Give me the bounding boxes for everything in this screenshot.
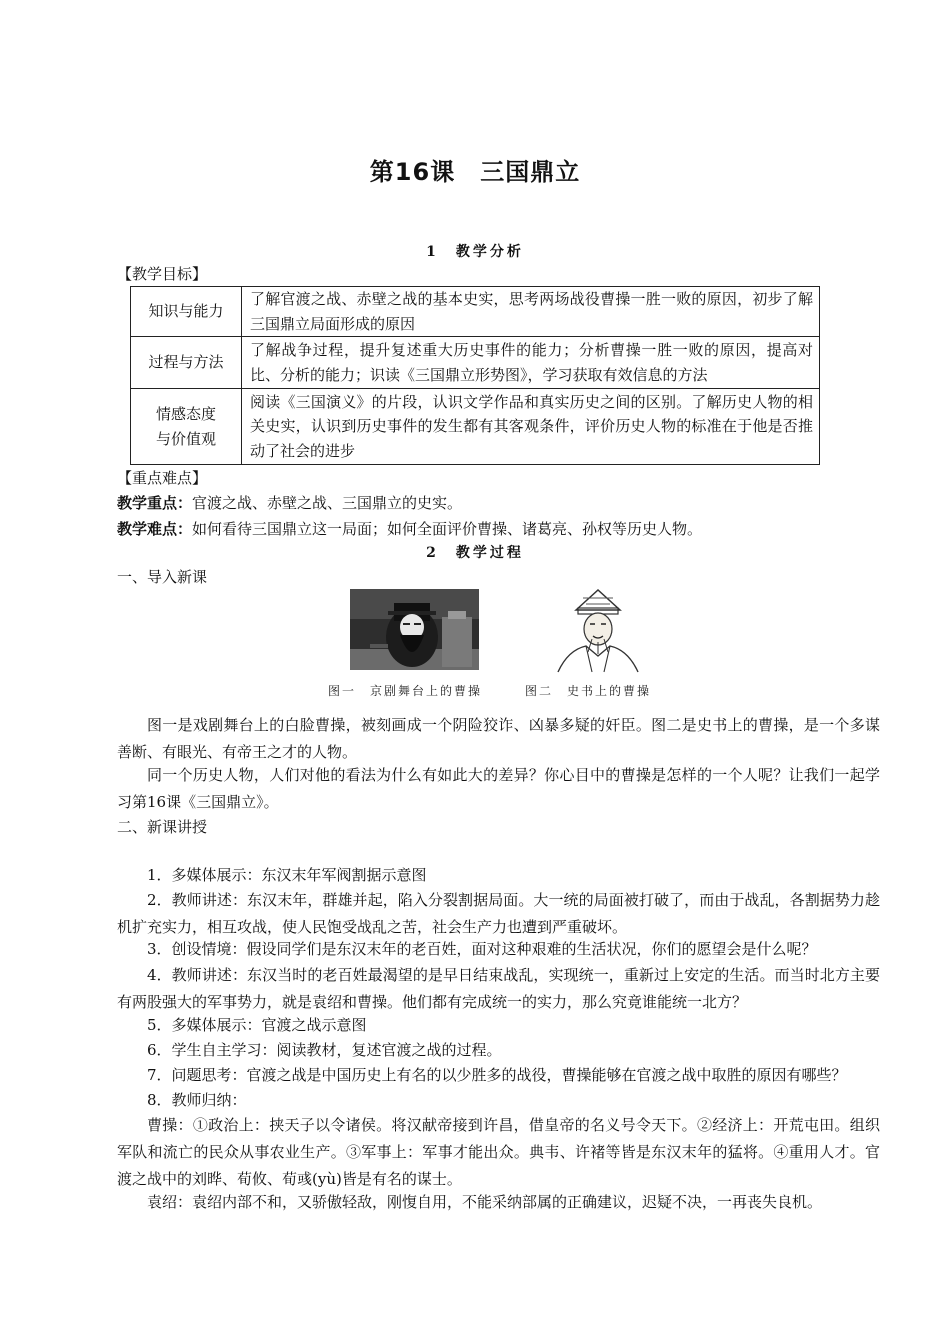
- goal-head-knowledge: 知识与能力: [131, 287, 242, 337]
- figure-opera-cao-cao: [350, 589, 479, 670]
- step-1: 1．多媒体展示：东汉末年军阀割据示意图: [147, 866, 427, 884]
- key-point-label: 教学重点：: [117, 494, 193, 512]
- figure-2-caption: 图二 史书上的曹操: [525, 684, 652, 698]
- table-row: [131, 287, 820, 337]
- difficulty-label: 教学难点：: [117, 520, 193, 538]
- part-two-heading: 二、新课讲授: [117, 818, 208, 836]
- step-7: 7．问题思考：官渡之战是中国历史上有名的以少胜多的战役，曹操能够在官渡之战中取胜的原因有哪些？: [147, 1066, 847, 1084]
- step-6: 6．学生自主学习：阅读教材，复述官渡之战的过程。: [147, 1041, 502, 1059]
- goal-head-emotion: [131, 389, 242, 465]
- goal-text-emotion: 阅读《三国演义》的片段，认识文学作品和真实历史之间的区别。了解历史人物的相关史实，认识到历史事件的发生都有其客观条件，评价历史人物的标准在于他是否推动了社会的进步: [242, 389, 820, 465]
- goal-text-process: 了解战争过程，提升复述重大历史事件的能力；分析曹操一胜一败的原因，提高对比、分析的能力；识读《三国鼎立形势图》，学习获取有效信息的方法: [242, 337, 820, 389]
- goals-table: [130, 286, 820, 465]
- goal-text-knowledge: 了解官渡之战、赤壁之战的基本史实，思考两场战役曹操一胜一败的原因，初步了解三国鼎立局面形成的原因: [242, 287, 820, 337]
- goal-head-emotion-line1: 情感态度: [155, 405, 216, 423]
- key-label: 【重点难点】: [117, 469, 208, 487]
- figure-1-caption: 图一 京剧舞台上的曹操: [328, 684, 483, 698]
- intro-paragraph-2: 同一个历史人物，人们对他的看法为什么有如此大的差异？你心目中的曹操是怎样的一个人呢？让我们一起学习第16课《三国鼎立》。: [117, 766, 880, 811]
- key-point-line: [117, 492, 462, 513]
- part-one-heading: 一、导入新课: [117, 568, 208, 586]
- goal-head-emotion-line2: 与价值观: [155, 429, 216, 448]
- page-title: 第16课 三国鼎立: [369, 158, 581, 186]
- difficulty-text: 如何看待三国鼎立这一局面；如何全面评价曹操、诸葛亮、孙权等历史人物。: [192, 520, 703, 538]
- yuan-shao-paragraph: 袁绍：袁绍内部不和，又骄傲轻敌，刚愎自用，不能采纳部属的正确建议，迟疑不决，一再丧失良机。: [147, 1193, 823, 1211]
- opera-figure-illustration: [350, 589, 479, 670]
- table-row: [131, 389, 820, 465]
- key-point-text: 官渡之战、赤壁之战、三国鼎立的史实。: [192, 494, 463, 512]
- history-figure-illustration: [548, 584, 648, 673]
- difficulty-line: [117, 518, 702, 539]
- figure-history-cao-cao: [548, 584, 648, 673]
- section-heading-analysis: 1 教学分析: [426, 244, 524, 260]
- step-2: 2．教师讲述：东汉末年，群雄并起，陷入分裂割据局面。大一统的局面被打破了，而由于战乱，各割据势力趁机扩充实力，相互攻战，使人民饱受战乱之苦，社会生产力也遭到严重破坏。: [117, 891, 880, 936]
- cao-cao-paragraph: 曹操：①政治上：挟天子以令诸侯。将汉献帝接到许昌，借皇帝的名义号令天下。②经济上：开荒屯田。组织军队和流亡的民众从事农业生产。③军事上：军事才能出众。典韦、许褚等皆是东汉末年的猛将。④重用人才。官渡之战中的刘晔、荀攸、荀彧(yù)皆是有名的谋士。: [117, 1116, 880, 1188]
- step-8: 8．教师归纳：: [147, 1091, 247, 1109]
- section-heading-process: 2 教学过程: [426, 545, 524, 561]
- intro-paragraph-1: 图一是戏剧舞台上的白脸曹操，被刻画成一个阴险狡诈、凶暴多疑的奸臣。图二是史书上的曹操，是一个多谋善断、有眼光、有帝王之才的人物。: [117, 716, 880, 761]
- table-row: [131, 337, 820, 389]
- step-3: 3．创设情境：假设同学们是东汉末年的老百姓，面对这种艰难的生活状况，你们的愿望会是什么呢？: [147, 940, 817, 958]
- step-5: 5．多媒体展示：官渡之战示意图: [147, 1016, 367, 1034]
- goals-label: 【教学目标】: [117, 265, 208, 283]
- step-4: 4．教师讲述：东汉当时的老百姓最渴望的是早日结束战乱，实现统一，重新过上安定的生活。而当时北方主要有两股强大的军事势力，就是袁绍和曹操。他们都有完成统一的实力，那么究竟谁能统一北方？: [117, 966, 880, 1011]
- goal-head-process: 过程与方法: [131, 337, 242, 389]
